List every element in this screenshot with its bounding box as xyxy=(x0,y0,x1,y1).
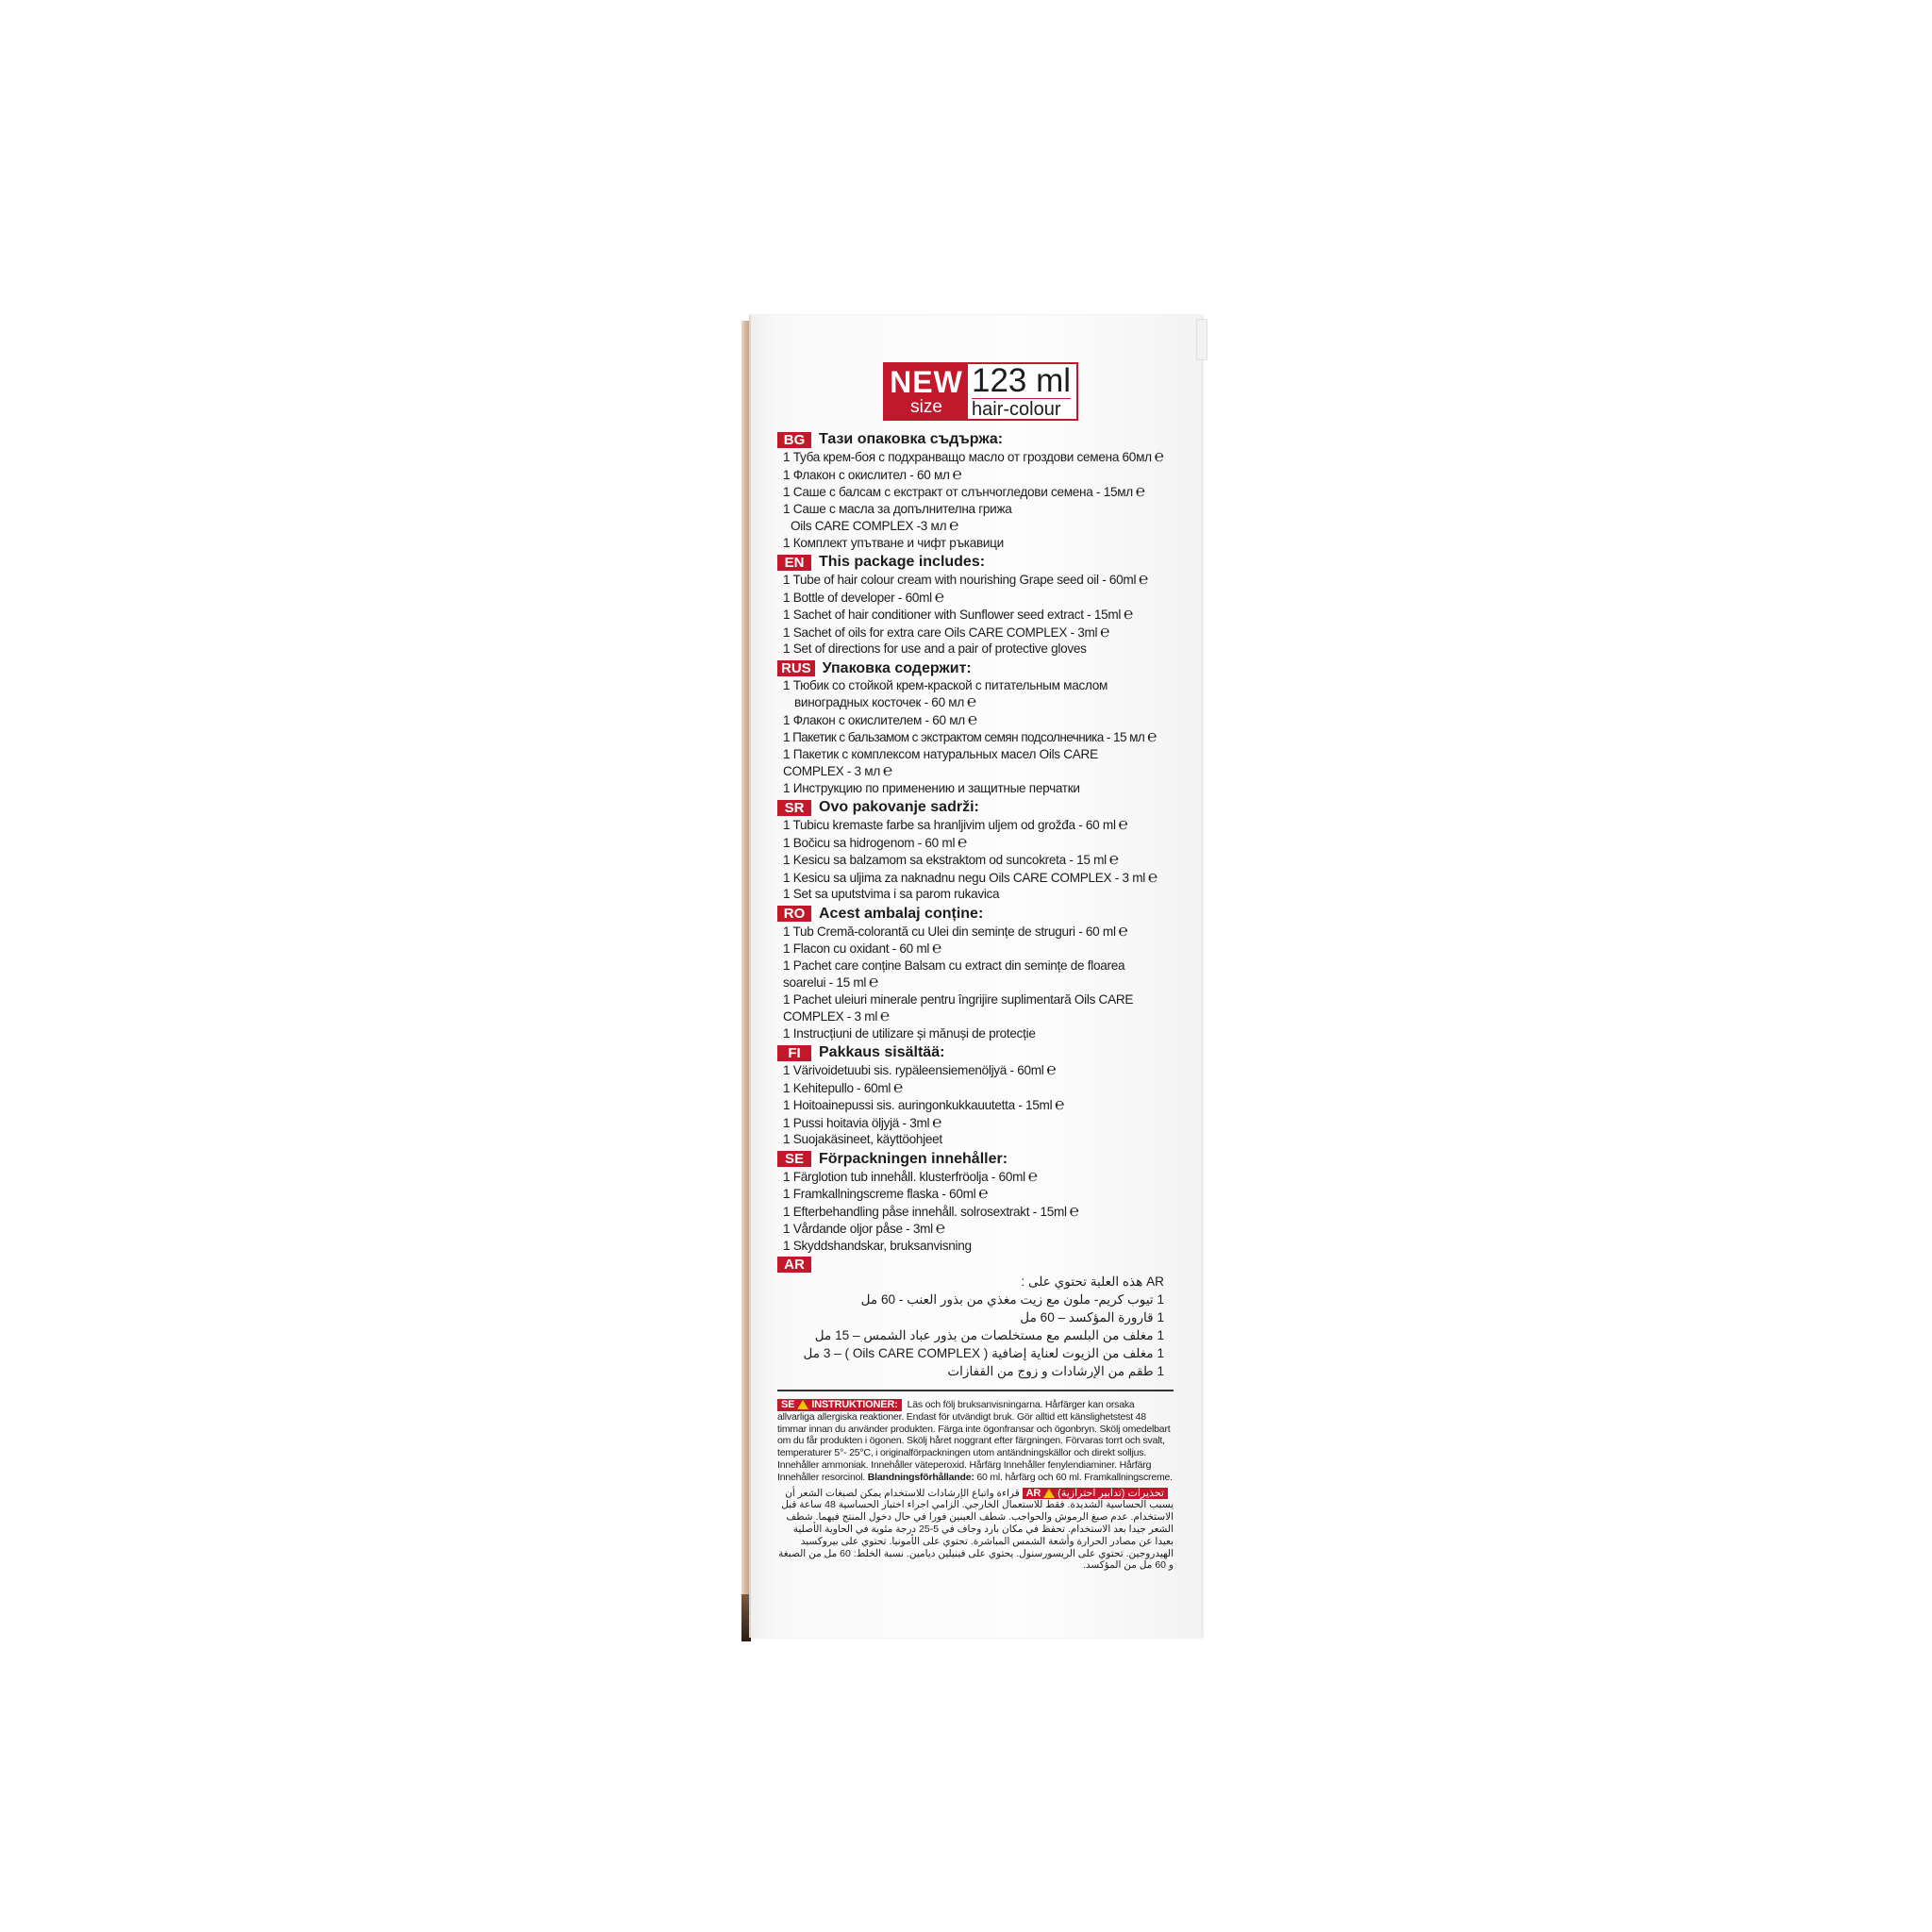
section-header-rus xyxy=(777,660,1174,677)
list-item: 1 Kesicu sa uljima za naknadnu negu Oils CARE COMPLEX - 3 ml ℮ xyxy=(783,867,1158,886)
package-contents xyxy=(777,428,1174,1572)
estimated-sign-icon: ℮ xyxy=(932,939,942,957)
estimated-sign-icon: ℮ xyxy=(1139,570,1149,588)
language-tag-sr: SR xyxy=(777,800,811,816)
list-item: 1 Skyddshandskar, bruksanvisning xyxy=(783,1238,972,1253)
section-title-ro: Acest ambalaj conține: xyxy=(819,905,984,922)
list-item: 1 Тюбик со стойкой крем-краской с питательным маслом xyxy=(783,677,1108,692)
estimated-sign-icon: ℮ xyxy=(935,1219,945,1237)
estimated-sign-icon: ℮ xyxy=(1046,1060,1057,1078)
estimated-sign-icon: ℮ xyxy=(880,1007,890,1024)
estimated-sign-icon: ℮ xyxy=(869,973,879,991)
section-header-ro xyxy=(777,906,1174,923)
estimated-sign-icon: ℮ xyxy=(949,516,959,534)
list-item: 1 Sachet of hair conditioner with Sunflower seed extract - 15ml ℮ xyxy=(783,605,1134,623)
language-tag-en: EN xyxy=(777,555,811,571)
list-item: COMPLEX - 3 мл ℮ xyxy=(783,761,892,779)
warning-body-se: Läs och följ bruksanvisningarna. Hårfärger kan orsaka allvarliga allergiska reaktioner. Endast för utvändigt bruk. Gör alltid ett känslighetstest 48 timmar innan du använder produkten. Färga inte ögonfransar och ögonbryn. Skölj omedelbart om du får produkten i ögonen. Skölj håret noggrant efter färgningen. Förvaras torrt och svalt, temperaturer 5°- 25°C, i originalförpackningen utom antändningskällor och direkt solljus. Innehåller ammoniak. Innehåller väteperoxid. Hårfärg Innehåller fenylendiaminer. Hårfärg Innehåller resorcinol. xyxy=(777,1399,1171,1483)
language-tag-ar: AR xyxy=(777,1257,811,1273)
estimated-sign-icon: ℮ xyxy=(1108,850,1119,868)
new-size-badge xyxy=(883,362,1078,421)
list-item: 1 مغلف من الزيوت لعناية إضافية ( Oils CARE COMPLEX ) – 3 مل xyxy=(803,1346,1164,1360)
list-item: 1 Tub Cremă-colorantă cu Ulei din semințe de struguri - 60 ml ℮ xyxy=(783,921,1128,940)
product-type-text: hair-colour xyxy=(972,398,1071,419)
list-item: 1 Pachet care conține Balsam cu extract din semințe de floarea xyxy=(783,958,1125,973)
estimated-sign-icon: ℮ xyxy=(893,1077,904,1096)
estimated-sign-icon: ℮ xyxy=(882,761,892,779)
section-header-sr xyxy=(777,799,1174,816)
estimated-sign-icon: ℮ xyxy=(932,1112,942,1131)
list-item: 1 Пакетик с бальзамом с экстрактом семян подсолнечника - 15 мл ℮ xyxy=(783,727,1157,745)
estimated-sign-icon: ℮ xyxy=(934,587,944,606)
list-item: 1 Set sa uputstvima i sa parom rukavica xyxy=(783,887,1000,901)
list-item: 1 Bočicu sa hidrogenom - 60 ml ℮ xyxy=(783,832,968,851)
warning-body-ar: قراءة واتباع الإرشادات للاستخدام يمكن لصبغات الشعر أن يسبب الحساسية الشديدة. فقط للاستعمال الخارجي. الزامي اجراء اختبار الحساسية 48 ساعة قبل الاستخدام. عدم صبغ الرموش والحواجب. شطف العينين فورا في حال دخول المنتج فيهما. شطف الشعر جيدا بعد الاستخدام. تحفظ في مكان بارد وجاف في 5-25 درجة مئوية في الحاوية الأصلية بعيدا عن مصادر الحرارة وأشعة الشمس المباشرة. تحتوي على الأمونيا. تحتوي على بيروكسيد الهيدروجين. تحتوي على الريسورسنول. يحتوي على فينيلين ديامين. نسبة الخلط: 60 مل من الصبغة و 60 مل من المؤكسد. xyxy=(778,1487,1174,1572)
estimated-sign-icon: ℮ xyxy=(1069,1201,1079,1220)
list-item: 1 طقم من الإرشادات و زوج من القفازات xyxy=(947,1364,1164,1378)
list-item: 1 Tubicu kremaste farbe sa hranljivim uljem od grožđa - 60 ml ℮ xyxy=(783,815,1128,833)
list-item: 1 Флакон с окислителем - 60 мл ℮ xyxy=(783,709,977,728)
warning-tag-se: SE INSTRUKTIONER: xyxy=(777,1399,902,1411)
estimated-sign-icon: ℮ xyxy=(1147,867,1158,886)
list-item: 1 Kesicu sa balzamom sa ekstraktom od suncokreta - 15 ml ℮ xyxy=(783,850,1119,868)
list-item: AR هذه العلبة تحتوي على : xyxy=(1021,1274,1164,1289)
estimated-sign-icon: ℮ xyxy=(952,464,962,483)
list-item: 1 Туба крем-боя с подхранващо масло от гроздови семена 60мл ℮ xyxy=(783,447,1164,465)
list-item: 1 Комплект упътване и чифт ръкавици xyxy=(783,535,1004,550)
estimated-sign-icon: ℮ xyxy=(966,692,976,710)
list-item: виноградных косточек - 60 мл ℮ xyxy=(794,692,976,710)
list-item: 1 Framkallningscreme flaska - 60ml ℮ xyxy=(783,1184,989,1202)
list-item: 1 Флакон с окислител - 60 мл ℮ xyxy=(783,464,962,483)
section-header-se xyxy=(777,1151,1174,1168)
estimated-sign-icon: ℮ xyxy=(1118,815,1128,833)
language-tag-fi: FI xyxy=(777,1045,811,1061)
section-title-en: This package includes: xyxy=(819,554,986,570)
mix-ratio-label: Blandningsförhållande: xyxy=(867,1471,974,1483)
list-item: Oils CARE COMPLEX -3 мл ℮ xyxy=(791,516,959,534)
volume-label xyxy=(968,364,1076,419)
estimated-sign-icon: ℮ xyxy=(967,709,977,728)
warning-text-se xyxy=(777,1399,1174,1484)
section-title-fi: Pakkaus sisältää: xyxy=(819,1044,945,1060)
list-item: 1 Hoitoainepussi sis. auringonkukkauutetta - 15ml ℮ xyxy=(783,1095,1065,1113)
list-item: 1 Vårdande oljor påse - 3ml ℮ xyxy=(783,1219,945,1237)
list-item: 1 Саше с балсам с екстракт от слънчогледови семена - 15мл ℮ xyxy=(783,482,1145,500)
section-title-sr: Ovo pakovanje sadrži: xyxy=(819,799,979,815)
list-item: 1 Instrucțiuni de utilizare și mănuși de protecție xyxy=(783,1025,1036,1041)
estimated-sign-icon: ℮ xyxy=(1100,622,1110,641)
list-item: 1 Инструкцию по применению и защитные перчатки xyxy=(783,780,1080,795)
box-top-flap xyxy=(1196,319,1208,360)
list-item: 1 تيوب كريم- ملون مع زيت مغذي من بذور العنب - 60 مل xyxy=(860,1292,1164,1307)
list-item: 1 Pachet uleiuri minerale pentru îngrijire suplimentară Oils CARE xyxy=(783,991,1134,1007)
section-title-bg: Тази опаковка съдържа: xyxy=(819,431,1004,447)
estimated-sign-icon: ℮ xyxy=(1118,921,1128,940)
mix-ratio-text: 60 ml. hårfärg och 60 ml. Framkallningscreme. xyxy=(976,1471,1173,1483)
list-item: COMPLEX - 3 ml ℮ xyxy=(783,1007,890,1024)
estimated-sign-icon: ℮ xyxy=(1055,1095,1065,1113)
volume-text: 123 ml xyxy=(972,362,1072,399)
new-label xyxy=(885,364,968,419)
language-tag-ro: RO xyxy=(777,906,811,922)
list-item: 1 Efterbehandling påse innehåll. solrosextrakt - 15ml ℮ xyxy=(783,1201,1079,1220)
section-header-fi xyxy=(777,1044,1174,1061)
section-header-ar xyxy=(777,1257,1174,1273)
estimated-sign-icon: ℮ xyxy=(1124,605,1134,623)
warning-text-ar xyxy=(777,1488,1174,1573)
warning-triangle-icon xyxy=(797,1400,808,1409)
section-title-rus: Упаковка содержит: xyxy=(822,659,972,676)
list-item: soarelui - 15 ml ℮ xyxy=(783,973,879,991)
estimated-sign-icon: ℮ xyxy=(958,832,968,851)
section-title-se: Förpackningen innehåller: xyxy=(819,1150,1008,1167)
list-item: 1 Bottle of developer - 60ml ℮ xyxy=(783,587,944,606)
divider xyxy=(777,1390,1174,1391)
language-tag-rus: RUS xyxy=(777,660,815,676)
list-item: 1 Set of directions for use and a pair of protective gloves xyxy=(783,641,1087,656)
section-header-en xyxy=(777,554,1174,571)
warning-tag-ar: AR تحذيرات (تدابير احترازية) xyxy=(1023,1488,1168,1500)
new-text: NEW xyxy=(890,365,963,399)
arabic-contents xyxy=(777,1273,1164,1380)
warning-triangle-icon xyxy=(1043,1489,1055,1498)
language-tag-se: SE xyxy=(777,1151,811,1167)
list-item: 1 Tube of hair colour cream with nourishing Grape seed oil - 60ml ℮ xyxy=(783,570,1149,588)
estimated-sign-icon: ℮ xyxy=(1135,482,1145,500)
estimated-sign-icon: ℮ xyxy=(1154,447,1164,465)
list-item: 1 قارورة المؤكسد – 60 مل xyxy=(1020,1310,1164,1324)
list-item: 1 Pussi hoitavia öljyjä - 3ml ℮ xyxy=(783,1112,942,1131)
list-item: 1 Flacon cu oxidant - 60 ml ℮ xyxy=(783,939,942,957)
list-item: 1 Suojakäsineet, käyttöohjeet xyxy=(783,1132,942,1146)
estimated-sign-icon: ℮ xyxy=(1147,727,1157,745)
list-item: 1 Саше с масла за допълнителна грижа xyxy=(783,501,1012,516)
list-item: 1 Värivoidetuubi sis. rypäleensiemenöljyä - 60ml ℮ xyxy=(783,1060,1057,1078)
size-text: size xyxy=(910,397,942,417)
list-item: 1 Färglotion tub innehåll. klusterfröolja - 60ml ℮ xyxy=(783,1166,1038,1185)
section-header-bg xyxy=(777,431,1174,448)
list-item: 1 Пакетик с комплексом натуральных масел Oils CARE xyxy=(783,746,1098,761)
list-item: 1 Kehitepullo - 60ml ℮ xyxy=(783,1077,904,1096)
list-item: 1 Sachet of oils for extra care Oils CARE COMPLEX - 3ml ℮ xyxy=(783,622,1110,641)
language-tag-bg: BG xyxy=(777,432,811,448)
estimated-sign-icon: ℮ xyxy=(1027,1166,1038,1185)
list-item: 1 مغلف من البلسم مع مستخلصات من بذور عباد الشمس – 15 مل xyxy=(814,1328,1164,1342)
estimated-sign-icon: ℮ xyxy=(978,1184,989,1202)
